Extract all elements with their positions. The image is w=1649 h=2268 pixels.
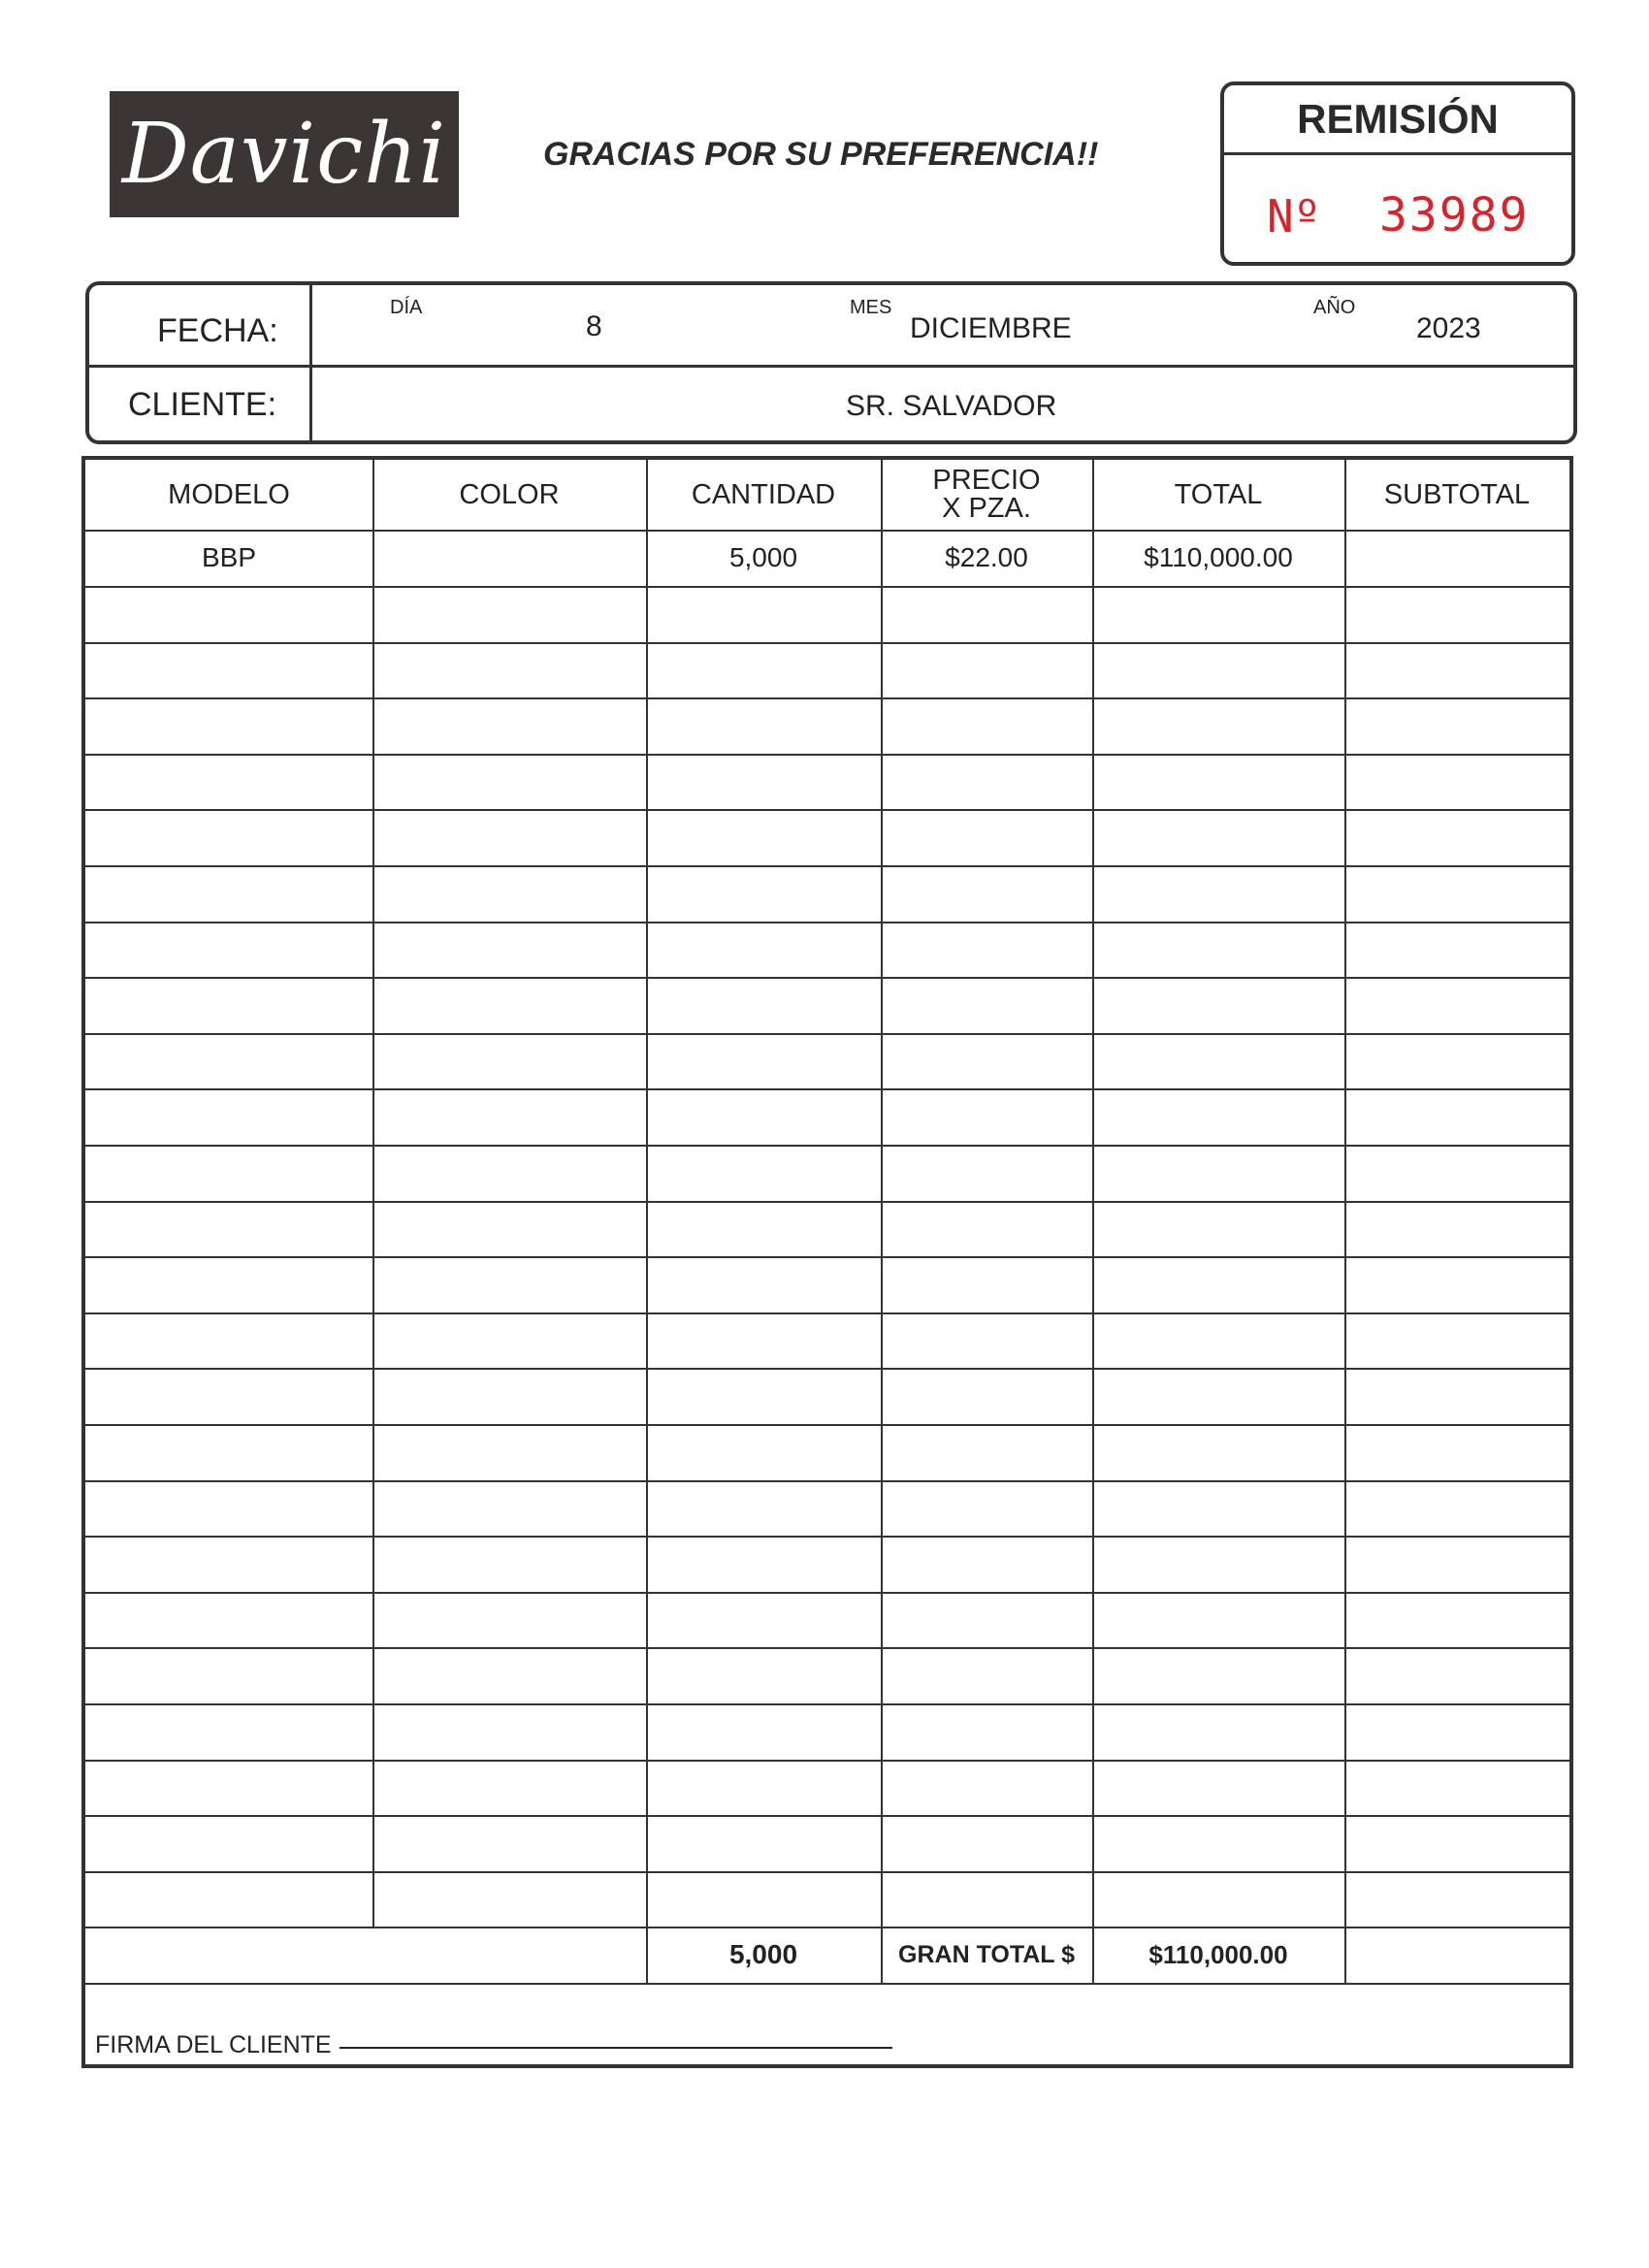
remision-number: 33989	[1379, 188, 1530, 243]
table-column-line	[881, 460, 883, 1983]
mes-value: DICIEMBRE	[910, 312, 1072, 344]
info-divider-vertical	[309, 285, 312, 440]
cell-modelo: BBP	[201, 542, 257, 572]
table-row-line	[85, 697, 1569, 699]
dia-label: DÍA	[390, 297, 423, 318]
cliente-value: SR. SALVADOR	[846, 390, 1057, 422]
cliente-label: CLIENTE:	[128, 386, 277, 423]
total-cantidad: 5,000	[728, 1939, 798, 1969]
table-row-line	[85, 1815, 1569, 1817]
slogan: GRACIAS POR SU PREFERENCIA!!	[543, 136, 1099, 173]
table-row-line	[85, 1088, 1569, 1090]
table-row-line	[85, 977, 1569, 979]
table-row-line	[85, 865, 1569, 867]
gran-total-label: GRAN TOTAL $	[898, 1940, 1075, 1968]
brand-logo	[110, 91, 459, 217]
items-table	[81, 456, 1573, 2068]
col-header-color: COLOR	[459, 478, 560, 510]
col-header-modelo: MODELO	[168, 478, 290, 510]
table-row-line	[85, 1871, 1569, 1873]
table-column-line	[1344, 460, 1346, 1983]
table-row-line	[85, 1983, 1569, 1985]
cell-subtotal	[1344, 530, 1569, 586]
table-row-line	[85, 1201, 1569, 1203]
table-column-line	[1092, 460, 1094, 1983]
cell-total: $110,000.00	[1144, 542, 1293, 572]
col-header-precio: PRECIO X PZA.	[932, 465, 1041, 524]
table-row-line	[85, 1760, 1569, 1762]
mes-label: MES	[850, 297, 892, 318]
table-row-line	[85, 1536, 1569, 1538]
number-label: Nº	[1267, 190, 1321, 243]
col-header-total: TOTAL	[1174, 478, 1263, 510]
col-header-cantidad: CANTIDAD	[691, 478, 836, 510]
table-row-line	[85, 1145, 1569, 1147]
dia-value: 8	[586, 310, 602, 342]
client-info-box	[85, 281, 1577, 444]
table-column-line	[372, 460, 374, 1927]
gran-total-value: $110,000.00	[1148, 1939, 1288, 1969]
table-row-line	[85, 809, 1569, 811]
fecha-label: FECHA:	[157, 312, 278, 349]
table-row-line	[85, 1480, 1569, 1482]
remision-title: REMISIÓN	[1224, 85, 1571, 155]
table-column-line	[646, 460, 648, 1983]
anio-value: 2023	[1416, 312, 1481, 344]
table-row-line	[85, 1424, 1569, 1426]
signature-line	[340, 2047, 892, 2049]
col-header-subtotal: SUBTOTAL	[1383, 478, 1531, 510]
table-row-line	[85, 1703, 1569, 1705]
firma-label: FIRMA DEL CLIENTE	[95, 2031, 332, 2058]
table-row-line	[85, 1368, 1569, 1370]
anio-label: AÑO	[1313, 297, 1356, 318]
cell-precio: $22.00	[945, 542, 1028, 572]
table-row-line	[85, 1312, 1569, 1314]
table-row-line	[85, 1256, 1569, 1258]
table-row-line	[85, 754, 1569, 756]
table-row-line	[85, 1592, 1569, 1594]
logo-text: Davichi	[121, 106, 447, 203]
cell-cantidad: 5,000	[728, 542, 798, 572]
table-row-line	[85, 1033, 1569, 1035]
cell-color	[372, 530, 646, 586]
remision-box	[1220, 81, 1575, 266]
info-divider-horizontal	[89, 365, 1573, 368]
table-row-line	[85, 922, 1569, 923]
table-row-line	[85, 1647, 1569, 1649]
table-row-line	[85, 642, 1569, 644]
table-row-line	[85, 586, 1569, 588]
